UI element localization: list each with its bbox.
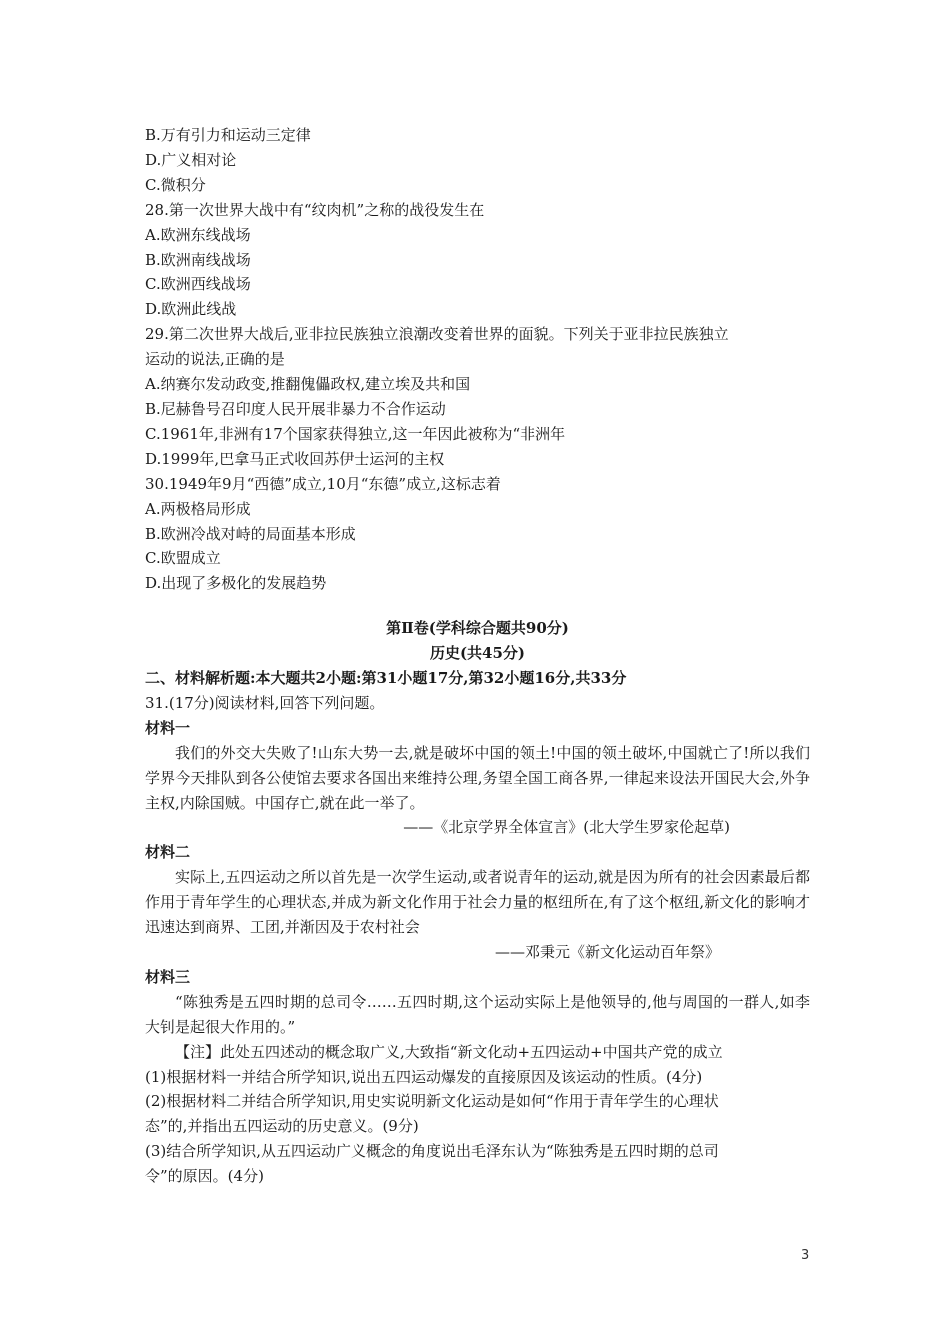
q31-sub2-line2: 态”的,并指出五四运动的历史意义。(9分) — [145, 1117, 419, 1136]
q27-option-b: B.万有引力和运动三定律 — [145, 126, 311, 144]
q31-stem: 31.(17分)阅读材料,回答下列问题。 — [145, 693, 385, 712]
q30-option-a: A.两极格局形成 — [145, 499, 251, 518]
q28-option-c: C.欧洲西线战场 — [145, 275, 251, 294]
q29-option-b: B.尼赫鲁号召印度人民开展非暴力不合作运动 — [145, 399, 446, 418]
q29-stem-line2: 运动的说法,正确的是 — [145, 350, 285, 369]
q29-option-c: C.1961年,非洲有17个国家获得独立,这一年因此被称为“非洲年 — [145, 424, 566, 443]
material-1-text: 我们的外交大失败了!山东大势一去,就是破坏中国的领土!中国的领土破坏,中国就亡了!所以我们学界今天排队到各公使馆去要求各国出来维持公理,务望全国工商各界,一律起来设法开国民大会,外争主权,内除国贼。中国存亡,就在此一举了。 — [145, 743, 810, 812]
q28-option-d: D.欧洲此线战 — [145, 300, 237, 319]
material-2-source: ——邓秉元《新文化运动百年祭》 — [494, 943, 720, 961]
material-3-note: 【注】此处五四述动的概念取广义,大致指“新文化动+五四运动+中国共产党的成立 — [175, 1042, 723, 1061]
q30-stem: 30.1949年9月“西德”成立,10月“东德”成立,这标志着 — [145, 474, 501, 493]
material-3-label: 材料三 — [145, 967, 191, 986]
q30-option-b: B.欧洲冷战对峙的局面基本形成 — [145, 524, 356, 543]
q31-sub3-line2: 令”的原因。(4分) — [145, 1167, 264, 1186]
material-2-text: 实际上,五四运动之所以首先是一次学生运动,或者说青年的运动,就是因为所有的社会因素最后都作用于青年学生的心理状态,并成为新文化作用于社会力量的枢纽所在,有了这个枢纽,新文化的影响才迅速达到商界、工团,并渐因及于农村社会 — [145, 868, 810, 937]
material-1-source: ——《北京学界全体宣言》(北大学生罗家伦起草) — [403, 818, 730, 837]
q28-option-a: A.欧洲东线战场 — [145, 225, 251, 244]
part2-title: 第Ⅱ卷(学科综合题共90分) — [386, 619, 569, 638]
q27-option-d: D.广义相对论 — [145, 150, 237, 169]
q29-option-d: D.1999年,巴拿马正式收回苏伊士运河的主权 — [145, 449, 445, 468]
q31-sub2-line1: (2)根据材料二并结合所学知识,用史实说明新文化运动是如何“作用于青年学生的心理状 — [145, 1092, 719, 1111]
page-content — [145, 123, 810, 1189]
q27-option-c: C.微积分 — [145, 175, 206, 194]
page-number: 3 — [801, 1248, 810, 1263]
q29-option-a: A.纳赛尔发动政变,推翻傀儡政权,建立埃及共和国 — [145, 375, 471, 394]
section-heading: 二、材料解析题:本大题共2小题:第31小题17分,第32小题16分,共33分 — [145, 669, 627, 688]
q28-option-b: B.欧洲南线战场 — [145, 250, 251, 269]
q31-sub3-line1: (3)结合所学知识,从五四运动广义概念的角度说出毛泽东认为“陈独秀是五四时期的总司 — [145, 1142, 719, 1161]
material-1-label: 材料一 — [145, 718, 191, 737]
q31-sub1: (1)根据材料一并结合所学知识,说出五四运动爆发的直接原因及该运动的性质。(4分) — [145, 1067, 703, 1086]
q28-stem: 28.第一次世界大战中有“纹肉机”之称的战役发生在 — [145, 200, 485, 219]
q30-option-d: D.出现了多极化的发展趋势 — [145, 574, 327, 593]
q30-option-c: C.欧盟成立 — [145, 549, 221, 568]
part2-subtitle: 历史(共45分) — [429, 644, 526, 663]
q29-stem-line1: 29.第二次世界大战后,亚非拉民族独立浪潮改变着世界的面貌。下列关于亚非拉民族独立 — [145, 325, 729, 344]
material-3-text: “陈独秀是五四时期的总司令……五四时期,这个运动实际上是他领导的,他与周国的一群人,如李大钊是起很大作用的。” — [145, 992, 810, 1036]
material-2-label: 材料二 — [145, 843, 191, 862]
